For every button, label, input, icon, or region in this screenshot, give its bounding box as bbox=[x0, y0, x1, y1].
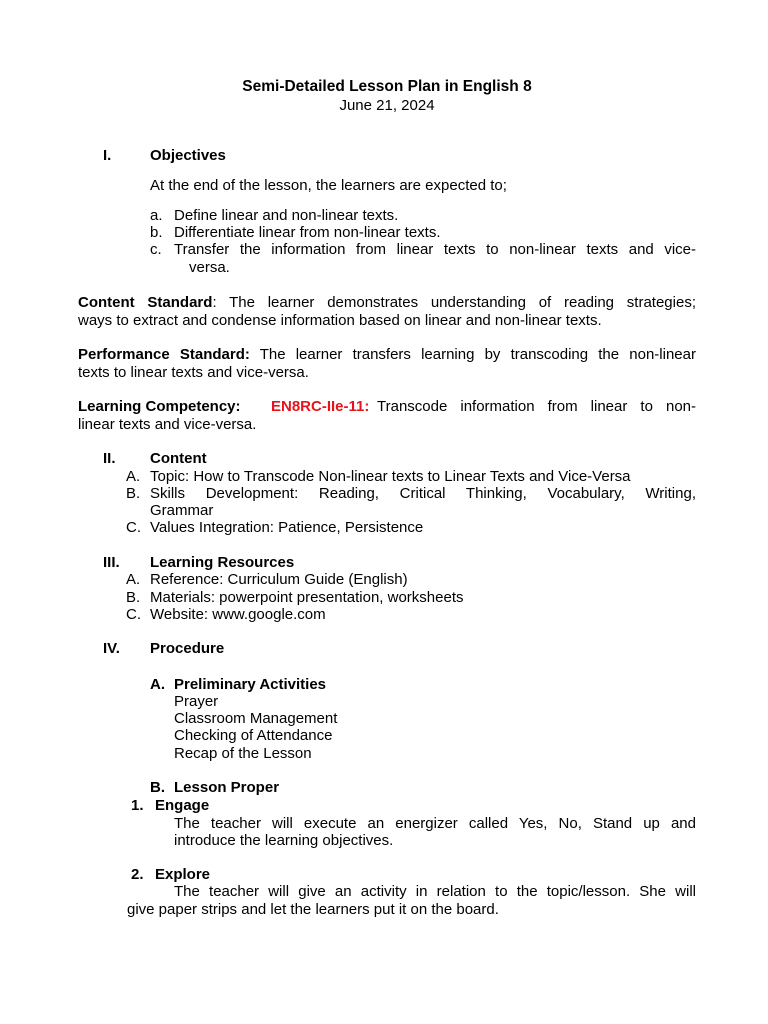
learning-competency-text: Transcode information from linear to non- bbox=[377, 398, 696, 415]
content-item: Values Integration: Patience, Persistence bbox=[150, 519, 424, 536]
learning-competency-continuation: linear texts and vice-versa. bbox=[78, 416, 257, 433]
resource-letter: C. bbox=[126, 606, 141, 623]
performance-standard-text: The learner transfers learning by transcoding the non-linear bbox=[249, 346, 696, 363]
objectives-heading: Objectives bbox=[150, 147, 226, 164]
objective-letter: b. bbox=[150, 224, 163, 241]
content-item: Skills Development: Reading, Critical Thinking, Vocabulary, Writing, bbox=[150, 485, 696, 502]
resource-item: Materials: powerpoint presentation, worksheets bbox=[150, 589, 464, 606]
lesson-proper-heading: Lesson Proper bbox=[174, 779, 280, 796]
performance-standard-label: Performance Standard: bbox=[78, 346, 250, 363]
resources-numeral: III. bbox=[103, 554, 120, 571]
resource-letter: B. bbox=[126, 589, 141, 606]
preliminary-heading: Preliminary Activities bbox=[174, 676, 327, 693]
explore-text: The teacher will give an activity in relation to the topic/lesson. She will bbox=[174, 883, 696, 900]
engage-heading: Engage bbox=[155, 797, 210, 814]
resource-item: Website: www.google.com bbox=[150, 606, 326, 623]
engage-text: The teacher will execute an energizer called Yes, No, Stand up and bbox=[174, 815, 696, 832]
objective-letter: a. bbox=[150, 207, 163, 224]
content-heading: Content bbox=[150, 450, 207, 467]
objectives-numeral: I. bbox=[103, 147, 112, 164]
objective-item: Define linear and non-linear texts. bbox=[174, 207, 399, 224]
document-title: Semi-Detailed Lesson Plan in English 8 bbox=[242, 78, 532, 95]
content-standard-label: Content Standard bbox=[78, 294, 213, 311]
content-item-continuation: Grammar bbox=[150, 502, 214, 519]
content-letter: A. bbox=[126, 468, 141, 485]
objective-item-continuation: versa. bbox=[189, 259, 230, 276]
resource-item: Reference: Curriculum Guide (English) bbox=[150, 571, 408, 588]
resource-letter: A. bbox=[126, 571, 141, 588]
lesson-proper-letter: B. bbox=[150, 779, 165, 796]
content-standard-line bbox=[78, 294, 696, 312]
content-numeral: II. bbox=[103, 450, 116, 467]
objective-letter: c. bbox=[150, 241, 162, 258]
explore-text-continuation: give paper strips and let the learners put it on the board. bbox=[127, 901, 499, 918]
preliminary-item: Prayer bbox=[174, 693, 219, 710]
content-item: Topic: How to Transcode Non-linear texts to Linear Texts and Vice-Versa bbox=[150, 468, 631, 485]
explore-heading: Explore bbox=[155, 866, 211, 883]
content-letter: C. bbox=[126, 519, 141, 536]
objective-item: Transfer the information from linear texts to non-linear texts and vice- bbox=[174, 241, 696, 258]
engage-number: 1. bbox=[131, 797, 144, 814]
performance-standard-continuation: texts to linear texts and vice-versa. bbox=[78, 364, 309, 381]
procedure-numeral: IV. bbox=[103, 640, 120, 657]
content-letter: B. bbox=[126, 485, 141, 502]
objectives-intro: At the end of the lesson, the learners are expected to; bbox=[150, 177, 507, 194]
engage-text-continuation: introduce the learning objectives. bbox=[174, 832, 394, 849]
preliminary-letter: A. bbox=[150, 676, 165, 693]
preliminary-item: Checking of Attendance bbox=[174, 727, 333, 744]
performance-standard-line bbox=[78, 346, 696, 364]
document-date: June 21, 2024 bbox=[339, 97, 435, 114]
preliminary-item: Classroom Management bbox=[174, 710, 338, 727]
learning-competency-label: Learning Competency: bbox=[78, 398, 241, 415]
preliminary-item: Recap of the Lesson bbox=[174, 745, 312, 762]
competency-code: EN8RC-IIe-11: bbox=[271, 398, 370, 415]
content-standard-text: : The learner demonstrates understanding of reading strategies; bbox=[212, 294, 696, 311]
explore-number: 2. bbox=[131, 866, 144, 883]
procedure-heading: Procedure bbox=[150, 640, 225, 657]
resources-heading: Learning Resources bbox=[150, 554, 295, 571]
content-standard-continuation: ways to extract and condense information based on linear and non-linear texts. bbox=[78, 312, 602, 329]
objective-item: Differentiate linear from non-linear texts. bbox=[174, 224, 441, 241]
